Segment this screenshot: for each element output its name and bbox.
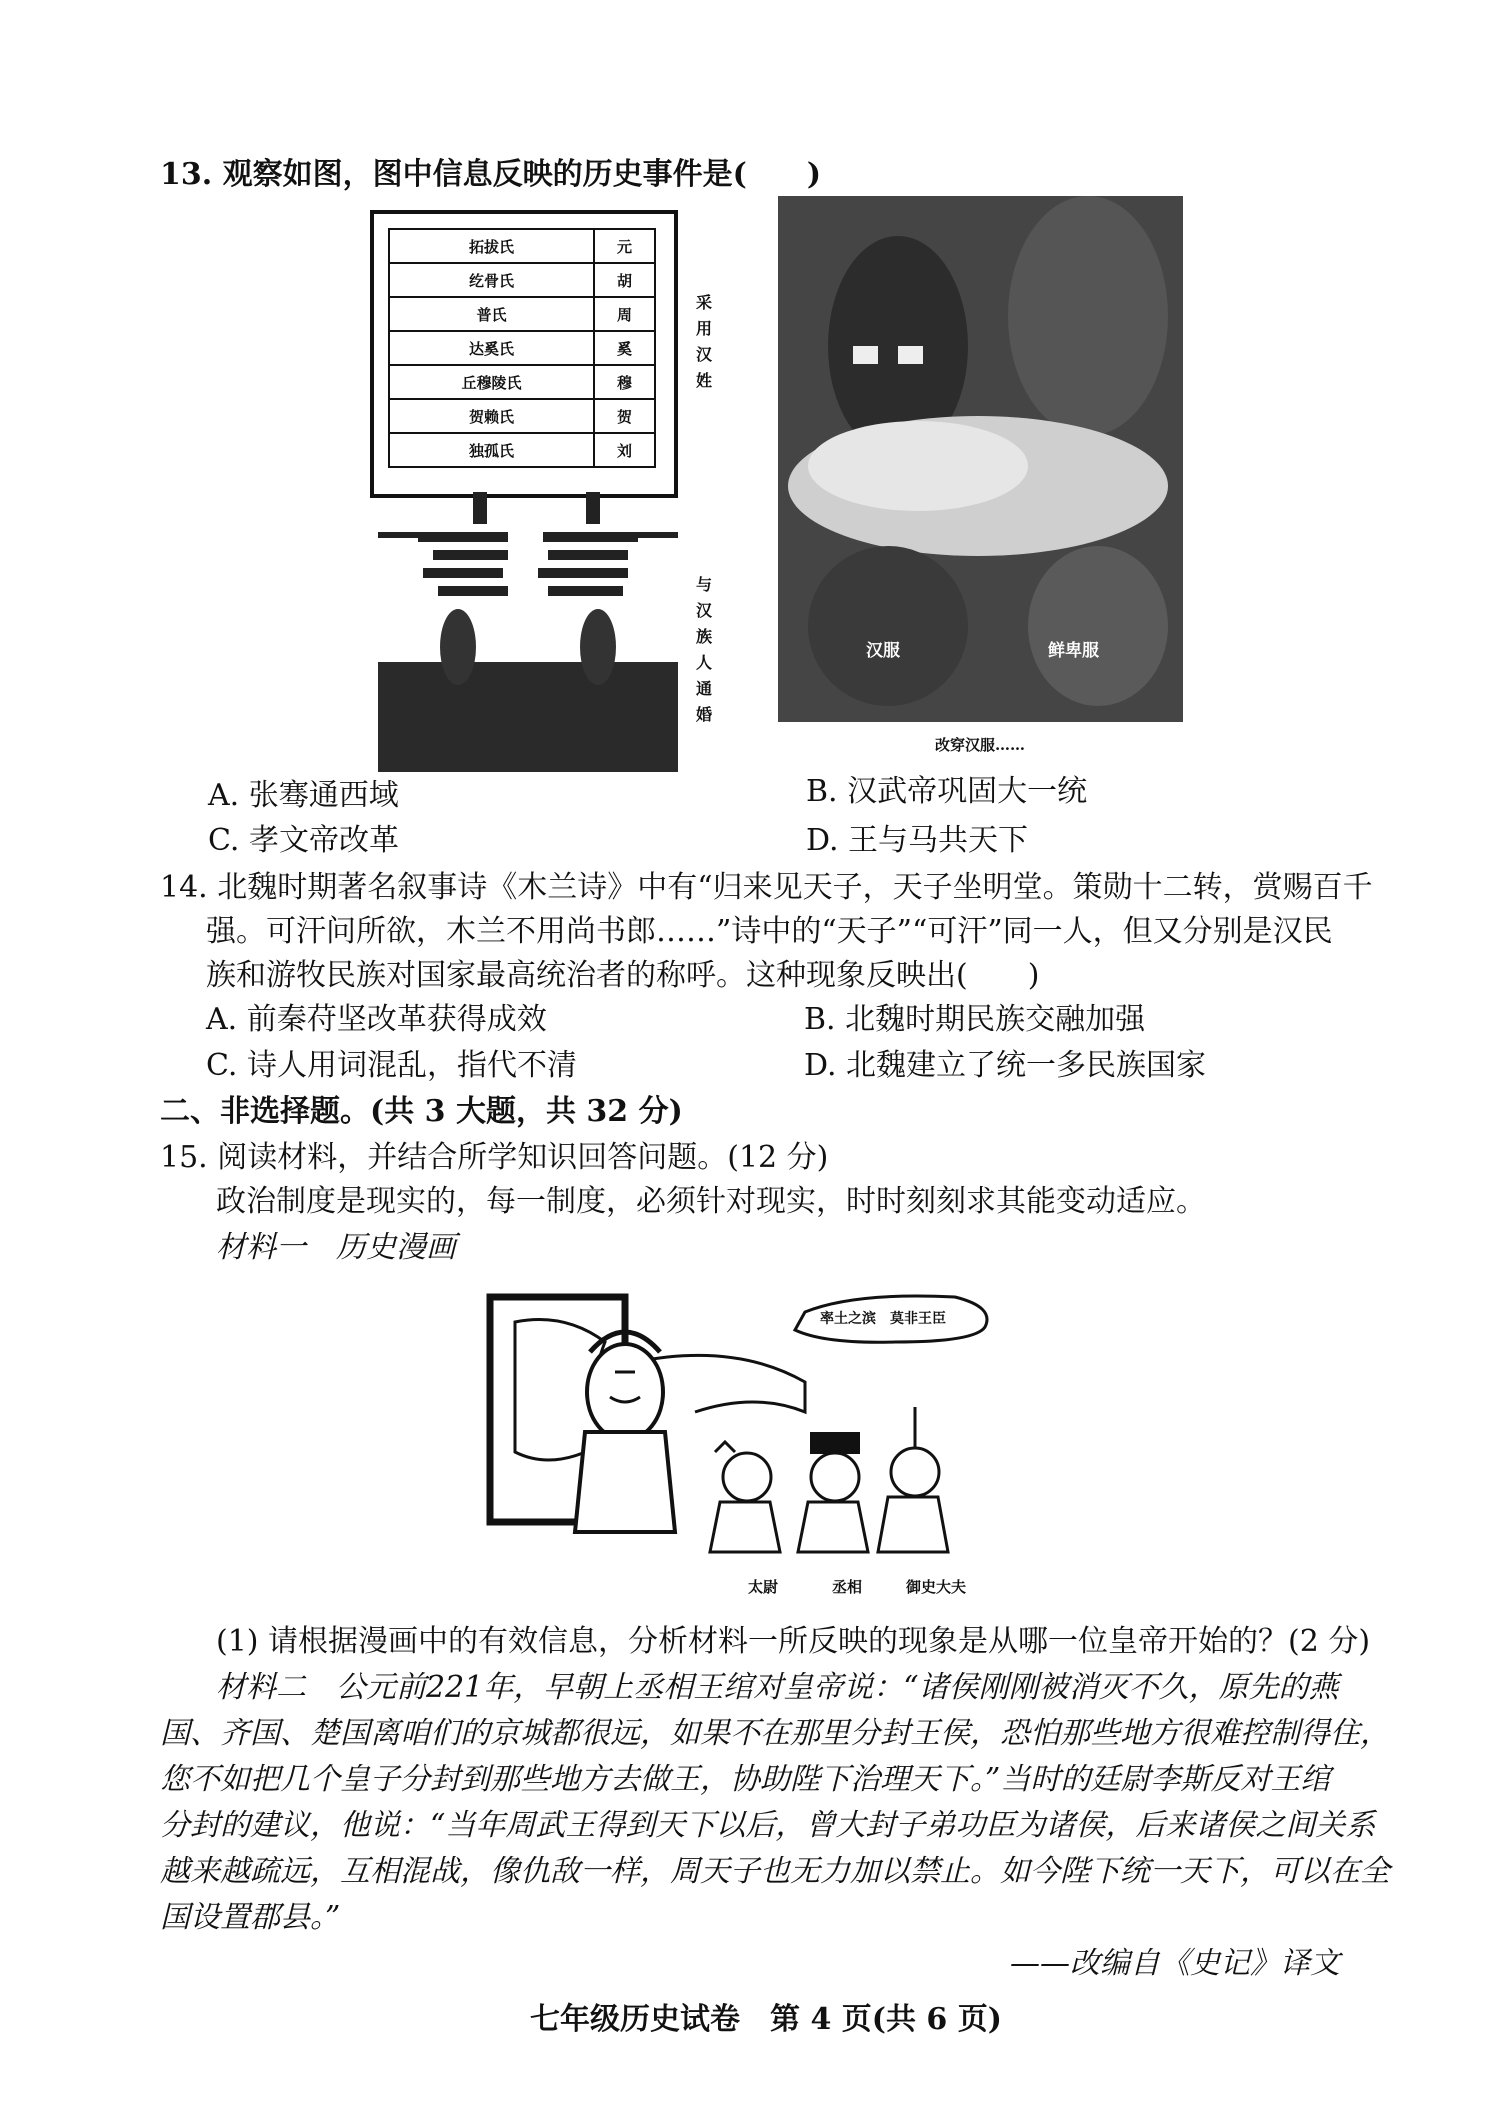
q14-option-a: A. 前秦苻坚改革获得成效 xyxy=(206,1002,547,1037)
surname-table-row xyxy=(389,229,655,263)
han-surname-cell: 奚 xyxy=(594,331,655,365)
material-2-line-3: 您不如把几个皇子分封到那些地方去做王，协助陛下治理天下。”当时的廷尉李斯反对王绾 xyxy=(160,1762,1331,1797)
material-2-line-6: 国设置郡县。” xyxy=(160,1900,341,1935)
xianbei-surname-cell: 贺赖氏 xyxy=(389,399,594,433)
xianbei-surname-cell: 拓拔氏 xyxy=(389,229,594,263)
xianbei-surname-cell: 普氏 xyxy=(389,297,594,331)
page-footer: 七年级历史试卷 第 4 页(共 6 页) xyxy=(530,2002,1002,2037)
material-2-line-1: 材料二 公元前221年，早朝上丞相王绾对皇帝说：“诸侯刚刚被消灭不久，原先的燕 xyxy=(216,1670,1339,1705)
q13-option-b: B. 汉武帝巩固大一统 xyxy=(806,774,1088,809)
material-2-line-4: 分封的建议，他说：“当年周武王得到天下以后，曾大封子弟功臣为诸侯，后来诸侯之间关系 xyxy=(160,1808,1376,1843)
material-2-line-5: 越来越疏远，互相混战，像仇敌一样，周天子也无力加以禁止。如今陛下统一天下，可以在全 xyxy=(160,1854,1390,1889)
surname-table-row xyxy=(389,297,655,331)
cartoon-label-taiwei: 太尉 xyxy=(748,1578,779,1596)
cartoon-label-yushidafu: 御史大夫 xyxy=(906,1578,967,1596)
q14-option-c: C. 诗人用词混乱，指代不清 xyxy=(206,1048,577,1083)
costume-photo xyxy=(778,196,1183,722)
q13-option-a: A. 张骞通西域 xyxy=(208,778,399,813)
han-surname-cell: 周 xyxy=(594,297,655,331)
material-2-source: ——改编自《史记》译文 xyxy=(1010,1946,1340,1981)
han-surname-cell: 贺 xyxy=(594,399,655,433)
intermarriage-illustration xyxy=(378,492,678,772)
surname-table xyxy=(388,228,656,468)
material-2-line-2: 国、齐国、楚国离咱们的京城都很远，如果不在那里分封王侯，恐怕那些地方很难控制得住， xyxy=(160,1716,1390,1751)
surname-table-row xyxy=(389,263,655,297)
q15-sub-question-1: (1) 请根据漫画中的有效信息，分析材料一所反映的现象是从哪一位皇帝开始的？(2 分) xyxy=(216,1624,1371,1659)
q15-intro: 政治制度是现实的，每一制度，必须针对现实，时时刻刻求其能变动适应。 xyxy=(216,1184,1206,1219)
label-adopt-han-surname: 采用汉姓 xyxy=(695,293,712,390)
han-surname-cell: 刘 xyxy=(594,433,655,467)
surname-table-row xyxy=(389,433,655,467)
q14-line-1: 14. 北魏时期著名叙事诗《木兰诗》中有“归来见天子，天子坐明堂。策勋十二转，赏赐百千 xyxy=(160,870,1373,905)
label-intermarry: 与汉族人通婚 xyxy=(695,575,712,724)
cartoon-speech-text: 率土之滨 莫非王臣 xyxy=(820,1311,946,1327)
q13-stem: 13. 观察如图，图中信息反映的历史事件是( ) xyxy=(160,157,822,192)
q13-option-d: D. 王与马共天下 xyxy=(806,823,1029,858)
q14-line-2: 强。可汗问所欲，木兰不用尚书郎……”诗中的“天子”“可汗”同一人，但又分别是汉民 xyxy=(206,914,1333,949)
q15-stem: 15. 阅读材料，并结合所学知识回答问题。(12 分) xyxy=(160,1140,829,1175)
xianbei-surname-cell: 丘穆陵氏 xyxy=(389,365,594,399)
photo-caption: 改穿汉服…… xyxy=(935,736,1026,754)
q14-option-d: D. 北魏建立了统一多民族国家 xyxy=(804,1048,1207,1083)
photo-label-xianbei: 鲜卑服 xyxy=(1048,641,1099,661)
han-surname-cell: 穆 xyxy=(594,365,655,399)
section-2-heading: 二、非选择题。(共 3 大题，共 32 分) xyxy=(160,1094,683,1129)
surname-table-row xyxy=(389,399,655,433)
q14-option-b: B. 北魏时期民族交融加强 xyxy=(804,1002,1146,1037)
q14-line-3: 族和游牧民族对国家最高统治者的称呼。这种现象反映出( ) xyxy=(206,958,1040,993)
photo-label-han: 汉服 xyxy=(866,641,900,661)
surname-table-figure xyxy=(370,210,678,498)
costume-photo-image xyxy=(778,196,1183,722)
han-surname-cell: 胡 xyxy=(594,263,655,297)
han-surname-cell: 元 xyxy=(594,229,655,263)
surname-table-row xyxy=(389,331,655,365)
cartoon-label-chengxiang: 丞相 xyxy=(832,1578,863,1596)
intermarriage-figure xyxy=(378,492,678,772)
xianbei-surname-cell: 独孤氏 xyxy=(389,433,594,467)
xianbei-surname-cell: 纥骨氏 xyxy=(389,263,594,297)
surname-table-row xyxy=(389,365,655,399)
q13-option-c: C. 孝文帝改革 xyxy=(208,823,399,858)
xianbei-surname-cell: 达奚氏 xyxy=(389,331,594,365)
history-cartoon xyxy=(475,1272,1000,1572)
material-1-label: 材料一 历史漫画 xyxy=(216,1230,456,1265)
